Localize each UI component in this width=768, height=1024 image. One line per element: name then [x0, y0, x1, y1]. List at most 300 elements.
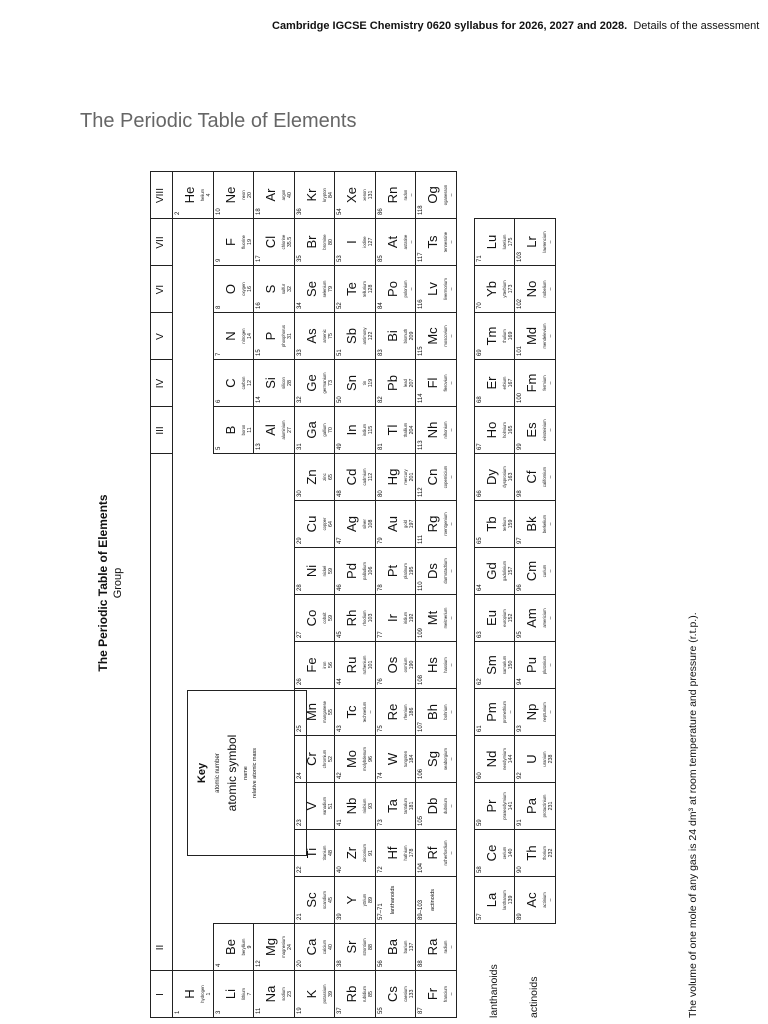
element-cell [474, 782, 516, 830]
element-name: rutherfordium [443, 840, 448, 866]
relative-atomic-mass: – [548, 240, 554, 244]
element-name: flerovium [443, 374, 448, 392]
atomic-number: 14 [256, 396, 262, 403]
element-cell [253, 171, 295, 219]
element-symbol: Cd [344, 468, 359, 486]
element-cell [172, 970, 214, 1018]
caption: The volume of one mole of any gas is 24 dm³ at room temperature and pressure (r.t.p.). [687, 612, 699, 1018]
element-cell [334, 688, 376, 736]
atomic-number: 51 [337, 349, 343, 356]
atomic-number: 50 [337, 396, 343, 403]
element-cell [334, 359, 376, 407]
element-name: helium [200, 188, 205, 202]
atomic-number: 62 [476, 678, 483, 685]
atomic-number: 65 [476, 537, 483, 544]
element-symbol: Sn [344, 375, 359, 391]
relative-atomic-mass: 48 [327, 850, 334, 856]
element-cell [375, 594, 417, 642]
element-name: fermium [542, 375, 547, 391]
atomic-number: 105 [418, 815, 424, 826]
atomic-number: 46 [337, 584, 343, 591]
atomic-number: 57–71 [377, 903, 384, 920]
element-symbol: Cu [303, 515, 319, 533]
element-symbol: K [303, 989, 319, 999]
element-cell [253, 312, 295, 360]
atomic-number: 99 [517, 443, 523, 450]
element-symbol: Db [425, 797, 440, 815]
atomic-number: 60 [476, 772, 483, 779]
element-symbol: Bk [524, 516, 539, 532]
element-name: vanadium [321, 796, 327, 816]
element-name: osmium [402, 657, 408, 673]
element-cell [375, 735, 417, 783]
element-cell [213, 312, 255, 360]
atomic-number: 27 [296, 631, 303, 638]
relative-atomic-mass: 59 [327, 615, 334, 621]
relative-atomic-mass: – [449, 287, 455, 291]
element-symbol: Pr [483, 799, 499, 813]
element-cell [474, 641, 516, 689]
element-cell [474, 500, 516, 548]
relative-atomic-mass: 11 [246, 427, 253, 433]
element-symbol: La [483, 892, 499, 908]
atomic-number: 74 [377, 772, 384, 779]
element-name: yttrium [362, 893, 367, 907]
element-symbol: Sm [483, 655, 499, 675]
element-cell [294, 923, 336, 971]
element-symbol: Zn [303, 469, 319, 485]
element-cell [415, 359, 457, 407]
element-cell [294, 688, 336, 736]
element-name: neodymium [501, 748, 507, 770]
element-cell [334, 265, 376, 313]
element-cell [294, 218, 336, 266]
element-symbol: Fl [425, 377, 440, 389]
element-cell [375, 688, 417, 736]
atomic-number: 85 [377, 255, 384, 262]
atomic-number: 11 [256, 1007, 262, 1014]
atomic-number: 116 [418, 299, 424, 309]
element-cell [334, 641, 376, 689]
element-cell [514, 735, 556, 783]
element-symbol: Fm [524, 373, 539, 393]
element-cell [334, 970, 376, 1018]
element-cell [294, 829, 336, 877]
element-symbol: Yb [483, 281, 499, 297]
element-cell [415, 829, 457, 877]
element-cell [474, 594, 516, 642]
atomic-number: 86 [377, 208, 384, 215]
element-name: gold [402, 520, 408, 528]
relative-atomic-mass: – [408, 287, 415, 291]
element-symbol: Am [524, 608, 539, 628]
element-name: antimony [362, 327, 367, 345]
relative-atomic-mass: 106 [368, 566, 374, 576]
element-cell [415, 453, 457, 501]
element-cell [334, 453, 376, 501]
element-symbol: Ga [303, 421, 319, 439]
element-name: tellurium [362, 281, 367, 297]
atomic-number: 4 [215, 963, 222, 967]
element-cell [294, 312, 336, 360]
element-symbol: Ir [384, 614, 400, 622]
element-symbol: S [263, 284, 278, 294]
relative-atomic-mass: 139 [507, 895, 514, 905]
element-name: mercury [402, 469, 408, 485]
relative-atomic-mass: – [548, 287, 554, 291]
element-symbol: Ce [483, 844, 499, 862]
element-name: barium [402, 940, 408, 954]
element-symbol: Br [303, 235, 319, 249]
element-cell [415, 265, 457, 313]
element-cell [334, 594, 376, 642]
element-name: cobalt [321, 612, 327, 624]
relative-atomic-mass: 23 [287, 991, 293, 997]
element-cell [334, 500, 376, 548]
relative-atomic-mass: 27 [287, 427, 293, 433]
relative-atomic-mass: – [449, 428, 455, 432]
element-name: thallium [402, 422, 408, 438]
relative-atomic-mass: – [449, 381, 455, 385]
relative-atomic-mass: 181 [408, 801, 415, 811]
atomic-number: 83 [377, 349, 384, 356]
element-symbol: Rg [425, 515, 440, 533]
element-symbol: Pm [483, 702, 499, 722]
relative-atomic-mass: 190 [408, 660, 415, 670]
element-symbol: Zr [344, 846, 359, 860]
relative-atomic-mass: 89 [368, 897, 374, 903]
element-cell [334, 406, 376, 454]
element-name: copernicium [443, 465, 448, 489]
atomic-number: 59 [476, 819, 483, 826]
element-symbol: Li [222, 988, 238, 1000]
atomic-number: 95 [517, 631, 523, 638]
relative-atomic-mass: 140 [507, 848, 514, 858]
relative-atomic-mass: – [548, 334, 554, 338]
relative-atomic-mass: 56 [327, 662, 334, 668]
element-name: europium [501, 609, 507, 627]
relative-atomic-mass: 175 [507, 237, 514, 247]
atomic-number: 54 [337, 208, 343, 215]
atomic-number: 26 [296, 678, 303, 685]
element-name: promethium [501, 700, 507, 724]
element-symbol: Ni [303, 564, 319, 578]
atomic-number: 24 [296, 772, 303, 779]
relative-atomic-mass: – [449, 569, 455, 573]
element-cell [474, 547, 516, 595]
relative-atomic-mass: 32 [287, 286, 293, 292]
relative-atomic-mass: 133 [408, 989, 415, 999]
group-header-vii: VII [155, 236, 166, 249]
element-cell [415, 688, 457, 736]
relative-atomic-mass: 4 [206, 193, 212, 197]
element-symbol: Cf [524, 470, 539, 484]
atomic-number: 107 [418, 721, 424, 732]
relative-atomic-mass: 45 [327, 897, 334, 903]
relative-atomic-mass: – [368, 710, 374, 714]
element-name: gallium [321, 423, 327, 437]
element-symbol: At [384, 235, 400, 249]
element-symbol: Ru [344, 656, 359, 674]
header-rest: Details of the assessment [633, 20, 760, 32]
relative-atomic-mass: – [449, 945, 455, 949]
atomic-number: 97 [517, 537, 523, 544]
element-cell [415, 171, 457, 219]
element-symbol: actinoids [430, 888, 436, 912]
element-cell [375, 876, 417, 924]
element-name: roentgenium [443, 512, 448, 536]
relative-atomic-mass: – [449, 522, 455, 526]
element-symbol: Hf [384, 846, 400, 860]
element-symbol: Gd [483, 562, 499, 580]
element-name: titanium [321, 845, 327, 861]
element-symbol: Nd [483, 750, 499, 768]
element-name: caesium [402, 986, 408, 1002]
element-name: tin [362, 380, 367, 386]
element-cell [514, 829, 556, 877]
element-cell [415, 406, 457, 454]
element-symbol: In [344, 424, 359, 436]
relative-atomic-mass: 40 [287, 192, 293, 198]
relative-atomic-mass: – [548, 381, 554, 385]
element-symbol: B [222, 425, 238, 435]
element-cell [375, 641, 417, 689]
element-symbol: Na [263, 985, 278, 1003]
element-name: astatine [402, 234, 408, 250]
element-name: curium [542, 564, 547, 578]
element-symbol: Pt [384, 564, 400, 578]
atomic-number: 64 [476, 584, 483, 591]
element-name: iodine [362, 236, 367, 248]
relative-atomic-mass: 19 [246, 239, 253, 245]
relative-atomic-mass: 91 [368, 850, 374, 856]
atomic-number: 108 [418, 674, 424, 685]
atomic-number: 23 [296, 819, 303, 826]
element-name: krypton [321, 188, 327, 202]
element-symbol: Fe [303, 657, 319, 673]
element-symbol: Kr [303, 188, 319, 202]
atomic-number: 67 [476, 443, 483, 450]
frame-top [150, 172, 151, 1018]
element-symbol: Rf [425, 846, 440, 860]
relative-atomic-mass: 9 [246, 945, 253, 949]
element-name: iridium [402, 611, 408, 625]
relative-atomic-mass: 173 [507, 284, 514, 294]
key-atomic-symbol: atomic symbol [225, 734, 239, 812]
atomic-number: 118 [418, 205, 424, 215]
atomic-number: 42 [337, 772, 343, 779]
element-cell [474, 735, 516, 783]
element-symbol: Th [524, 845, 539, 861]
element-name: actinium [542, 892, 547, 908]
element-name: thorium [542, 846, 547, 860]
element-symbol: U [524, 754, 539, 764]
element-cell [415, 594, 457, 642]
relative-atomic-mass: – [449, 851, 455, 855]
relative-atomic-mass: 207 [408, 378, 415, 388]
atomic-number: 72 [377, 866, 384, 873]
atomic-number: 61 [476, 725, 483, 732]
element-name: neon [240, 190, 246, 200]
element-symbol: Ta [384, 799, 400, 813]
element-name: ytterbium [501, 280, 507, 298]
element-name: francium [443, 985, 448, 1003]
element-name: potassium [321, 984, 327, 1004]
atomic-number: 53 [337, 255, 343, 262]
atomic-number: 69 [476, 349, 483, 356]
element-name: fluorine [240, 235, 246, 249]
element-name: californium [542, 466, 547, 488]
element-name: arsenic [321, 329, 327, 343]
element-symbol: Pu [524, 657, 539, 673]
element-symbol: Ra [425, 938, 440, 956]
element-name: dysprosium [501, 466, 507, 488]
relative-atomic-mass: 122 [368, 331, 374, 341]
atomic-number: 98 [517, 490, 523, 497]
element-cell [334, 782, 376, 830]
atomic-number: 87 [418, 1007, 424, 1014]
element-symbol: Au [384, 516, 400, 532]
element-symbol: Md [524, 326, 539, 346]
element-cell [375, 923, 417, 971]
atomic-number: 68 [476, 396, 483, 403]
element-name: mendelevium [542, 323, 547, 349]
element-symbol: Cr [303, 752, 319, 766]
relative-atomic-mass: 101 [368, 660, 374, 670]
element-symbol: Si [263, 377, 278, 389]
group-header-ii: II [155, 944, 166, 951]
element-name: lithium [240, 987, 246, 1001]
element-cell [294, 876, 336, 924]
element-cell [334, 547, 376, 595]
relative-atomic-mass: 12 [246, 380, 253, 386]
key-box [187, 690, 307, 856]
element-cell [334, 735, 376, 783]
element-cell [415, 500, 457, 548]
element-cell [294, 171, 336, 219]
atomic-number: 101 [517, 345, 523, 356]
element-cell [474, 876, 516, 924]
atomic-number: 55 [377, 1007, 384, 1014]
element-symbol: Al [263, 424, 278, 436]
element-cell [294, 500, 336, 548]
element-cell [213, 218, 255, 266]
element-name: cerium [501, 846, 507, 860]
element-symbol: Pa [524, 798, 539, 814]
atomic-number: 82 [377, 396, 384, 403]
element-name: bromine [321, 234, 327, 250]
atomic-number: 113 [418, 440, 424, 450]
element-cell [294, 970, 336, 1018]
atomic-number: 88 [418, 960, 424, 967]
element-cell [514, 500, 556, 548]
relative-atomic-mass: 55 [327, 709, 334, 715]
element-symbol: Mn [303, 702, 319, 722]
element-cell [375, 829, 417, 877]
element-symbol: Ba [384, 939, 400, 955]
element-cell [334, 171, 376, 219]
relative-atomic-mass: 167 [507, 378, 514, 388]
element-symbol: C [222, 378, 238, 388]
relative-atomic-mass: – [449, 616, 455, 620]
element-name: germanium [321, 372, 327, 394]
element-name: plutonium [542, 655, 547, 675]
element-cell [415, 970, 457, 1018]
element-symbol: Rn [384, 186, 400, 204]
element-cell [415, 547, 457, 595]
element-cell [253, 265, 295, 313]
atomic-number: 5 [215, 446, 222, 450]
group-header-iii: III [155, 426, 166, 435]
relative-atomic-mass: 112 [368, 472, 374, 482]
element-name: tantalum [402, 797, 408, 815]
element-symbol: Fr [425, 987, 440, 1001]
group-divider [150, 406, 172, 407]
element-cell [514, 782, 556, 830]
element-cell [334, 923, 376, 971]
relative-atomic-mass: 232 [548, 848, 554, 858]
relative-atomic-mass: – [449, 804, 455, 808]
element-cell [514, 453, 556, 501]
element-symbol: Lu [483, 234, 499, 250]
atomic-number: 75 [377, 725, 384, 732]
element-name: copper [321, 517, 327, 531]
atomic-number: 89 [517, 913, 523, 920]
element-name: technetium [362, 701, 367, 723]
atomic-number: 34 [296, 302, 303, 309]
relative-atomic-mass: – [548, 569, 554, 573]
element-cell [514, 641, 556, 689]
element-symbol: Ds [425, 563, 440, 579]
element-name: hydrogen [200, 985, 205, 1003]
element-symbol: Cl [263, 235, 278, 249]
element-name: darmstadtium [443, 558, 448, 584]
element-cell [375, 171, 417, 219]
relative-atomic-mass: 195 [408, 566, 415, 576]
relative-atomic-mass: 184 [408, 754, 415, 764]
relative-atomic-mass: – [548, 522, 554, 526]
atomic-number: 25 [296, 725, 303, 732]
element-symbol: Xe [344, 187, 359, 203]
atomic-number: 80 [377, 490, 384, 497]
element-cell [415, 923, 457, 971]
element-cell [474, 453, 516, 501]
relative-atomic-mass: 152 [507, 613, 514, 623]
relative-atomic-mass: 24 [287, 944, 293, 950]
atomic-number: 90 [517, 866, 523, 873]
element-name: xenon [362, 189, 367, 201]
group-header-iv: IV [155, 378, 166, 389]
element-symbol: Mo [344, 749, 359, 769]
element-symbol: V [303, 801, 319, 811]
element-name: manganese [321, 701, 327, 723]
atomic-number: 57 [476, 913, 483, 920]
relative-atomic-mass: – [408, 193, 415, 197]
element-name: calcium [321, 939, 327, 955]
relative-atomic-mass: 79 [327, 286, 334, 292]
element-cell [213, 970, 255, 1018]
element-cell [474, 406, 516, 454]
element-name: boron [240, 424, 246, 436]
element-cell [334, 876, 376, 924]
atomic-number: 100 [517, 392, 523, 403]
element-cell [294, 406, 336, 454]
relative-atomic-mass: 7 [246, 992, 253, 996]
element-symbol: Ti [303, 847, 319, 859]
element-symbol: Sb [344, 328, 359, 344]
element-symbol: Nb [344, 797, 359, 815]
relative-atomic-mass: 128 [368, 284, 374, 294]
